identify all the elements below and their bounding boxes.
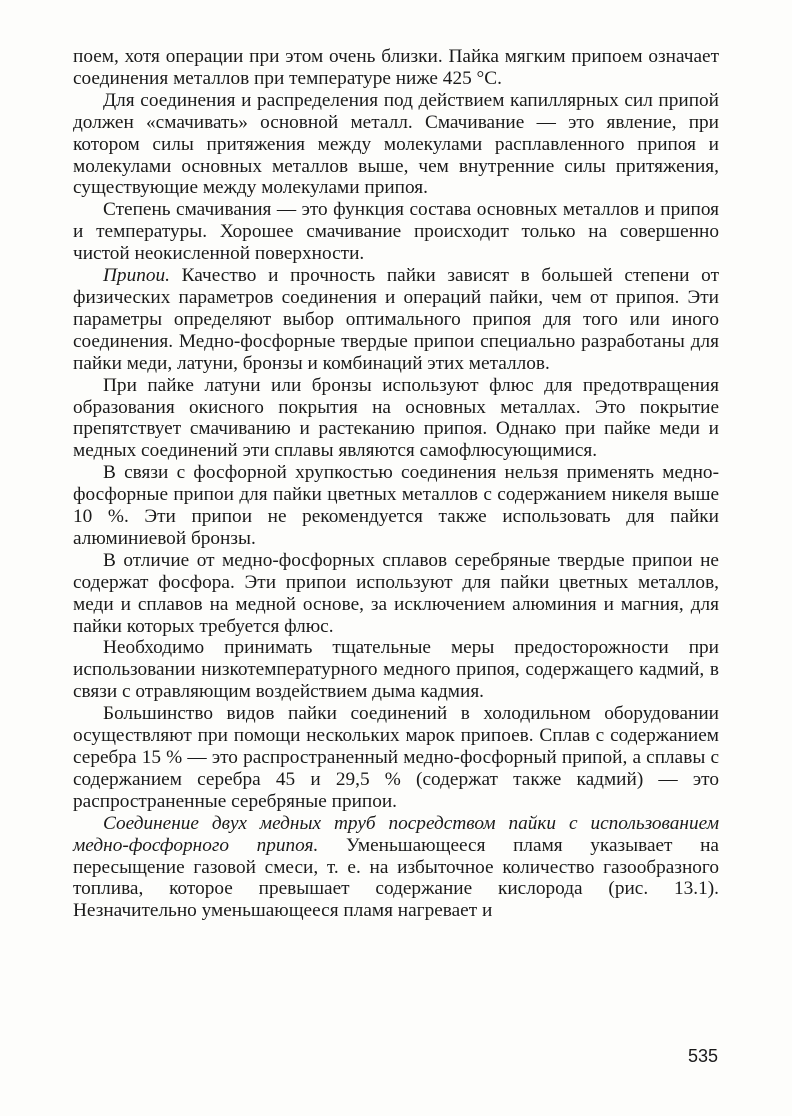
paragraph-text: При пайке латуни или бронзы используют флюс для предотвращения образования окисного покрытия на основных металлах. Это покрытие препятствует смачиванию и растеканию припоя. Однако при пайке меди и медных соединений эти сплавы являются самофлюсующимися. — [73, 374, 719, 462]
paragraph-text: Степень смачивания — это функция состава основных металлов и припоя и температуры. Хорошее смачивание происходит только на совершенно чистой неокисленной поверхности. — [73, 199, 719, 265]
paragraph-text: Качество и прочность пайки зависят в большей степени от физических параметров соединения и операций пайки, чем от припоя. Эти параметры определяют выбор оптимального припоя для того или иного соединения. Медно-фосфорные твердые припои специально разработаны для пайки меди, латуни, бронзы и комбинаций этих металлов. — [73, 265, 719, 374]
paragraph-lead: Соединение двух медных труб посредством пайки с использованием медно-фосфорного припоя. — [73, 812, 719, 856]
paragraph-text: В отличие от медно-фосфорных сплавов серебряные твердые припои не содержат фосфора. Эти припои используют для пайки цветных металлов, меди и сплавов на медной основе, за исключением алюминия и магния, для пайки которых требуется флюс. — [73, 549, 719, 637]
paragraph-silver — [73, 550, 719, 638]
paragraph-text: Большинство видов пайки соединений в холодильном оборудовании осуществляют при помощи нескольких марок припоев. Сплав с содержанием серебра 15 % — это распространенный медно-фосфорный припой, а сплавы с содержанием серебра 45 и 29,5 % (содержат также кадмий) — это распространенные серебряные припои. — [73, 703, 719, 812]
paragraph-continuation — [73, 46, 719, 90]
paragraph-text: Уменьшающееся пламя указывает на пересыщение газовой смеси, т. е. на избыточное количество газообразного топлива, которое превышает содержание кислорода (рис. 13.1). Незначительно уменьшающееся пламя нагревает и — [73, 834, 719, 922]
paragraph-alloys — [73, 703, 719, 813]
paragraph-phosphorus — [73, 462, 719, 550]
page-number: 535 — [688, 1046, 719, 1066]
paragraph-text: В связи с фосфорной хрупкостью соединения нельзя применять медно-фосфорные припои для пайки цветных металлов с содержанием никеля выше 10 %. Эти припои не рекомендуется также использовать для пайки алюминиевой бронзы. — [73, 462, 719, 549]
paragraph-flux — [73, 375, 719, 463]
paragraph-text: Необходимо принимать тщательные меры предосторожности при использовании низкотемпературного медного припоя, содержащего кадмий, в связи с отравляющим воздействием дыма кадмия. — [73, 637, 719, 703]
text-column — [73, 46, 719, 922]
paragraph-lead: Припои. — [103, 265, 170, 287]
paragraph-text: поем, хотя операции при этом очень близки. Пайка мягким припоем означает соединения металлов при температуре ниже 425 °С. — [73, 46, 719, 89]
paragraph-pipe-joint — [73, 813, 719, 923]
paragraph-wetting-degree — [73, 199, 719, 265]
paragraph-text: Для соединения и распределения под действием капиллярных сил припой должен «смачивать» основной металл. Смачивание — это явление, при котором силы притяжения между молекулами расплавленного припоя и молекулами основных металлов выше, чем внутренние силы притяжения, существующие между молекулами припоя. — [73, 89, 719, 199]
paragraph-wetting — [73, 90, 719, 200]
paragraph-cadmium — [73, 637, 719, 703]
paragraph-solders — [73, 265, 719, 375]
